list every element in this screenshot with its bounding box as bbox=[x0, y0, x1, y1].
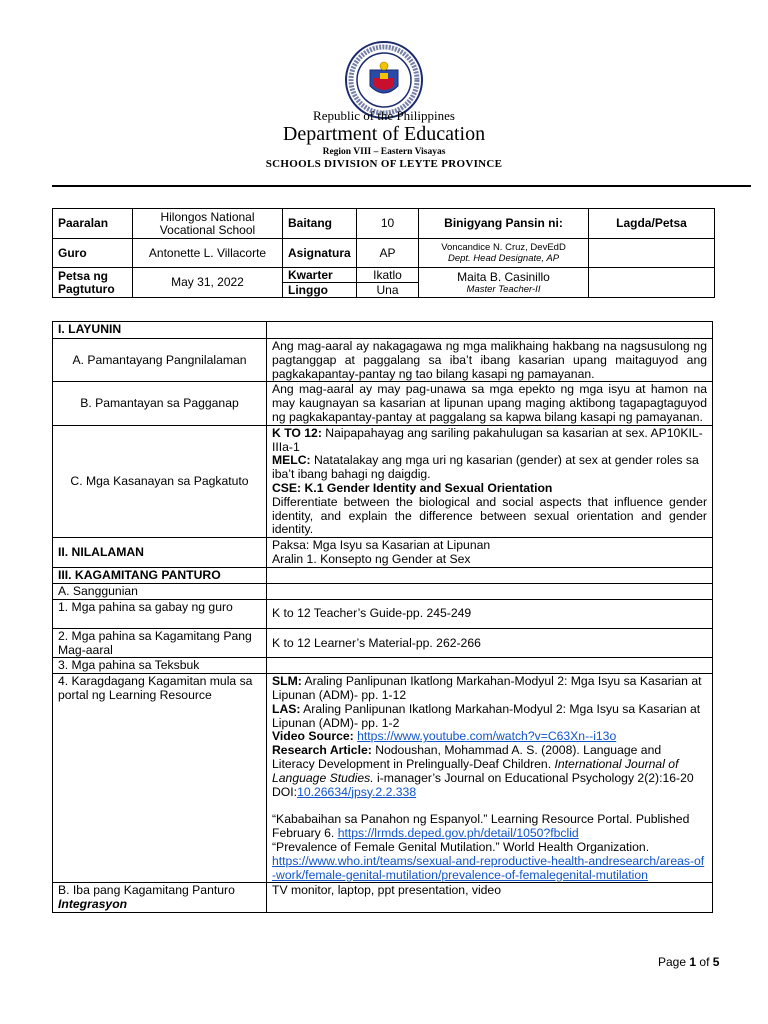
karagdagan-cell bbox=[267, 674, 713, 883]
petsa-value: May 31, 2022 bbox=[133, 268, 283, 298]
integrasyon-label: Integrasyon bbox=[58, 897, 128, 912]
division-line: SCHOOLS DIVISION OF LEYTE PROVINCE bbox=[265, 158, 503, 170]
prevalence-text: “Prevalence of Female Genital Mutilation.” World Health Organization. bbox=[272, 839, 650, 854]
gabay-text: K to 12 Teacher’s Guide-pp. 245-249 bbox=[267, 599, 713, 628]
pagganap-label: B. Pamantayan sa Pagganap bbox=[53, 382, 267, 425]
video-lead: Video Source: bbox=[272, 729, 354, 744]
iba-text: TV monitor, laptop, ppt presentation, video bbox=[267, 883, 713, 913]
info-table bbox=[52, 208, 715, 298]
guro-value: Antonette L. Villacorte bbox=[133, 239, 283, 268]
research-lead: Research Article: bbox=[272, 743, 372, 758]
karagdagan-label: 4. Karagdagang Kagamitan mula sa portal ng Learning Resource bbox=[53, 674, 267, 883]
who-link[interactable]: https://www.who.int/teams/sexual-and-reproductive-health-andresearch/areas-of-work/female-genital-mutilation/prevalence-of-femalegenital-mutilation bbox=[272, 853, 705, 882]
layunin-blank bbox=[267, 322, 713, 339]
main-table bbox=[52, 321, 713, 913]
research-doi-link[interactable]: 10.26634/jpsy.2.2.338 bbox=[297, 784, 417, 799]
reviewer2-title: Master Teacher-II bbox=[466, 283, 541, 295]
slm-lead: SLM: bbox=[272, 674, 302, 689]
pamantayang-text: Ang mag-aaral ay nakagagawa ng mga malikhaing hakbang na nagsusulong ng pagtanggap at paggalang sa iba’t ibang kasarian upang maitaguyod ang pagkakapantay-pantay ng tao bilang kasapi ng pamayanan. bbox=[267, 339, 713, 382]
nilalaman-heading: II. NILALAMAN bbox=[53, 538, 267, 568]
department-title: Department of Education bbox=[282, 123, 486, 145]
kwarter-label: Kwarter bbox=[283, 268, 357, 283]
melc-text: Natatalakay ang mga uri ng kasarian (gender) at sex at gender roles sa iba’t ibang bahagi ng daigdig. bbox=[272, 453, 699, 482]
region-line: Region VIII – Eastern Visayas bbox=[322, 147, 446, 157]
asignatura-value: AP bbox=[357, 239, 419, 268]
research-text-2: i-manager’s Journal on Educational Psychology 2(2):16-20 DOI: bbox=[272, 770, 694, 799]
kagamitan-blank bbox=[267, 567, 713, 583]
magaaral-label: 2. Mga pahina sa Kagamitang Pang Mag-aaral bbox=[53, 628, 267, 658]
teksbuk-blank bbox=[267, 658, 713, 674]
page-footer bbox=[658, 955, 719, 969]
baitang-value: 10 bbox=[357, 209, 419, 239]
lagda-label: Lagda/Petsa bbox=[589, 209, 715, 239]
teksbuk-label: 3. Mga pahina sa Teksbuk bbox=[53, 658, 267, 674]
footer-page-total: 5 bbox=[712, 955, 720, 969]
gabay-label: 1. Mga pahina sa gabay ng guro bbox=[53, 599, 267, 628]
k12-text: Naipapahayag ang sariling pakahulugan sa kasarian at sex. AP10KIL-IIIa-1 bbox=[272, 425, 703, 454]
paaralan-label: Paaralan bbox=[53, 209, 133, 239]
k12-lead: K TO 12: bbox=[272, 425, 322, 440]
linggo-label: Linggo bbox=[283, 283, 357, 298]
cse-text: Differentiate between the biological and social aspects that influence gender identity, and explain the difference between sexual orientation and gender identity. bbox=[272, 494, 707, 537]
reviewer1-title: Dept. Head Designate, AP bbox=[447, 253, 560, 264]
kwarter-value: Ikatlo bbox=[357, 268, 419, 283]
iba-cell bbox=[53, 883, 267, 913]
research-text-1: Nodoushan, Mohammad A. S. (2008). Language and Literacy Development in Prelingually-Deaf Children. bbox=[272, 743, 662, 771]
footer-page-num: 1 bbox=[689, 955, 697, 969]
reviewer2-cell bbox=[419, 268, 589, 298]
reviewer1-cell bbox=[419, 239, 589, 268]
las-text: Araling Panlipunan Ikatlong Markahan-Modyul 2: Mga Isyu sa Kasarian at Lipunan (ADM)- pp. 1-2 bbox=[272, 701, 701, 730]
kababaihan-text: “Kababaihan sa Panahon ng Espanyol.” Learning Resource Portal. Published February 6. bbox=[272, 812, 690, 841]
footer-of-word: of bbox=[699, 955, 710, 969]
guro-label: Guro bbox=[53, 239, 133, 268]
nilalaman-cell bbox=[267, 538, 713, 568]
las-lead: LAS: bbox=[272, 701, 301, 716]
kagamitan-heading: III. KAGAMITANG PANTURO bbox=[53, 567, 267, 583]
pagganap-text: Ang mag-aaral ay may pag-unawa sa mga epekto ng mga isyu at hamon na may kaugnayan sa kasarian at lipunan upang maging aktibong tagapagtaguyod ng pagkakapantay-pantay at paggalang sa kapwa bilang kasapi ng pamayanan. bbox=[267, 382, 713, 425]
linggo-value: Una bbox=[357, 283, 419, 298]
lagda-cell-2 bbox=[589, 268, 715, 298]
aralin-text: Aralin 1. Konsepto ng Gender at Sex bbox=[272, 551, 471, 566]
melc-lead: MELC: bbox=[272, 453, 311, 468]
reviewer1-name: Voncandice N. Cruz, DevEdD bbox=[441, 242, 566, 253]
kababaihan-link[interactable]: https://lrmds.deped.gov.ph/detail/1050?fbclid bbox=[337, 826, 579, 841]
sanggunian-label: A. Sanggunian bbox=[53, 583, 267, 599]
iba-label: B. Iba pang Kagamitang Panturo bbox=[58, 883, 235, 898]
footer-page-word: Page bbox=[658, 955, 687, 969]
slm-text: Araling Panlipunan Ikatlong Markahan-Modyul 2: Mga Isyu sa Kasarian at Lipunan (ADM)- pp. 1-12 bbox=[272, 674, 702, 702]
asignatura-label: Asignatura bbox=[283, 239, 357, 268]
baitang-label: Baitang bbox=[283, 209, 357, 239]
sanggunian-blank bbox=[267, 583, 713, 599]
petsa-label: Petsa ng Pagtuturo bbox=[53, 268, 133, 298]
paksa-text: Paksa: Mga Isyu sa Kasarian at Lipunan bbox=[272, 538, 491, 553]
kasanayan-cell bbox=[267, 425, 713, 537]
video-link[interactable]: https://www.youtube.com/watch?v=C63Xn--i13o bbox=[357, 729, 617, 744]
cse-lead: CSE: K.1 Gender Identity and Sexual Orientation bbox=[272, 480, 553, 495]
reviewer2-name: Maita B. Casinillo bbox=[457, 269, 550, 284]
pamantayang-label: A. Pamantayang Pangnilalaman bbox=[53, 339, 267, 382]
republic-line: Republic of the Philippines bbox=[313, 108, 455, 123]
magaaral-text: K to 12 Learner’s Material-pp. 262-266 bbox=[267, 628, 713, 658]
pansin-label: Binigyang Pansin ni: bbox=[419, 209, 589, 239]
kasanayan-label: C. Mga Kasanayan sa Pagkatuto bbox=[53, 425, 267, 537]
research-journal: International Journal of Language Studies. bbox=[272, 756, 679, 785]
header-rule bbox=[52, 185, 751, 187]
lagda-cell-1 bbox=[589, 239, 715, 268]
layunin-heading: I. LAYUNIN bbox=[53, 322, 267, 339]
paaralan-value: Hilongos National Vocational School bbox=[133, 209, 283, 239]
